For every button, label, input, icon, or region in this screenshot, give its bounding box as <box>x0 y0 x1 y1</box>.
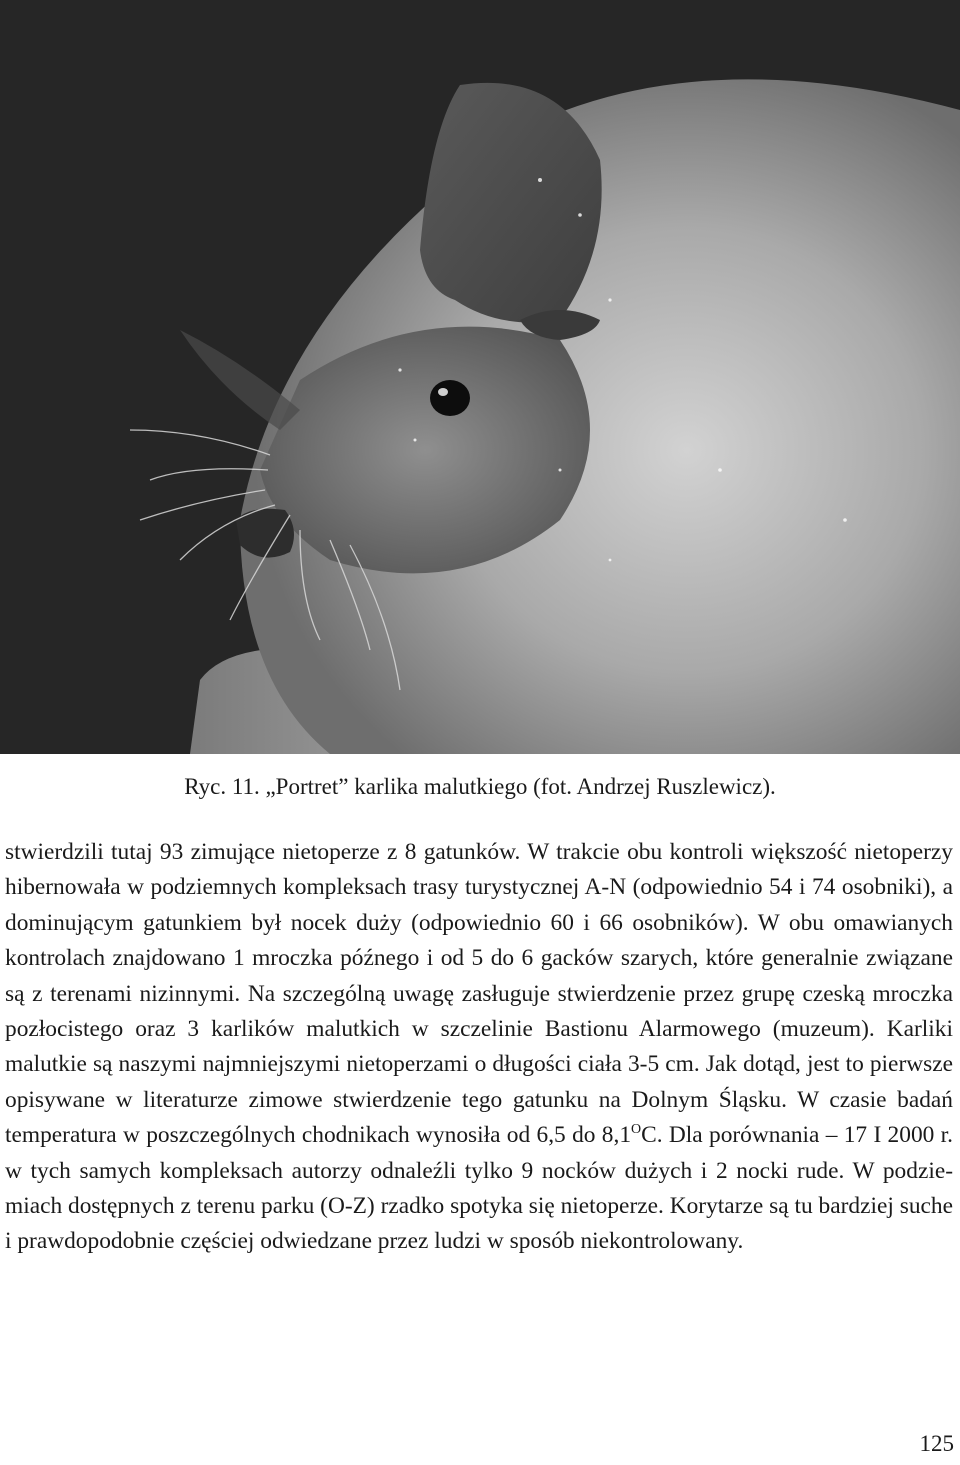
page-number: 125 <box>919 1431 954 1456</box>
body-text-part-2: C. Dla porównania – 17 I 2000 r. w tych samych kompleksach autorzy odnaleźli tylko 9 nocków dużych i 2 nocki rude. W podziemiach dostępnych z terenu parku (O-Z) rzadko spotyka się nietoperze. Korytarze są tu bardziej suche i prawdopodobnie częściej odwiedzane przez ludzi w sposób niekontrolowany. <box>5 1122 953 1255</box>
body-text-part-1: stwierdzili tutaj 93 zimujące nietoperze z 8 gatunków. W trakcie obu kontroli większość nietoperzy hibernowała w podziemnych kompleksach trasy turystycznej A-N (odpowiednio 54 i 74 osobniki), a dominującym gatunkiem był nocek duży (odpowiednio 60 i 66 osobników). W obu omawianych kontrolach znajdowano 1 mroczka późnego i od 5 do 6 gacków szarych, które generalnie związane są z terenami nizinnymi. Na szczególną uwagę zasługuje stwierdzenie przez grupę czeską mroczka pozłocistego oraz 3 karlików malutkich w szczelinie Bastionu Alarmowego (muzeum). Karliki malutkie są naszymi najmniejszymi nietoperzami o długości ciała 3-5 cm. Jak dotąd, jest to pierwsze opisywane w literaturze zimowe stwierdzenie tego gatunku na Dolnym Śląsku. W czasie badań temperatura w poszczególnych chodnikach wynosiła od 6,5 do 8,1 <box>5 839 953 1149</box>
figure-caption: Ryc. 11. „Portret” karlika malutkiego (fot. Andrzej Ruszlewicz). <box>184 774 776 799</box>
degree-symbol: O <box>631 1122 642 1138</box>
body-paragraph <box>5 835 953 1260</box>
